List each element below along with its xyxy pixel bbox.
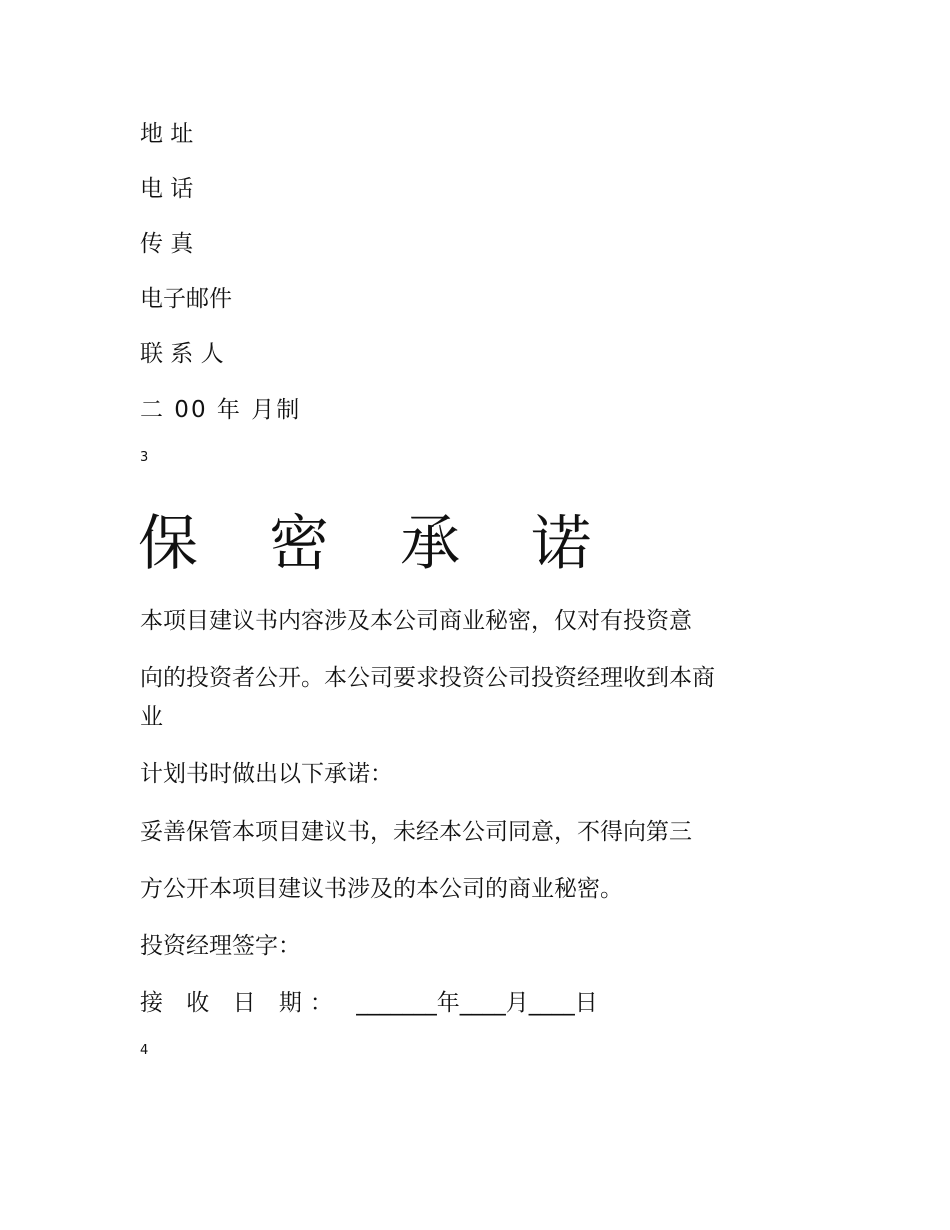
- contact-person-label: 联 系 人: [140, 341, 224, 367]
- phone-label: 电 话: [140, 176, 194, 202]
- fax-label: 传 真: [140, 231, 194, 257]
- paragraph-line: 业: [140, 704, 163, 730]
- receive-date-blanks: _______年____月____日: [356, 990, 598, 1016]
- paragraph-line: 方公开本项目建议书涉及的本公司的商业秘密。: [140, 876, 623, 902]
- page-number: 3: [140, 450, 149, 465]
- page-number: 4: [140, 1043, 149, 1058]
- confidentiality-title: 保 密 承 诺: [138, 509, 618, 579]
- preparation-date-line: 二 00 年 月制: [140, 397, 302, 423]
- receive-date-label: 接 收 日 期：: [140, 990, 341, 1016]
- address-label: 地 址: [140, 121, 194, 147]
- paragraph-line: 本项目建议书内容涉及本公司商业秘密，仅对有投资意: [140, 608, 692, 634]
- email-label: 电子邮件: [140, 286, 232, 312]
- signature-label: 投资经理签字：: [140, 933, 301, 959]
- paragraph-line: 向的投资者公开。本公司要求投资公司投资经理收到本商: [140, 665, 715, 691]
- paragraph-line: 计划书时做出以下承诺：: [140, 761, 393, 787]
- paragraph-line: 妥善保管本项目建议书，未经本公司同意，不得向第三: [140, 819, 692, 845]
- receive-date-line: [140, 989, 598, 1017]
